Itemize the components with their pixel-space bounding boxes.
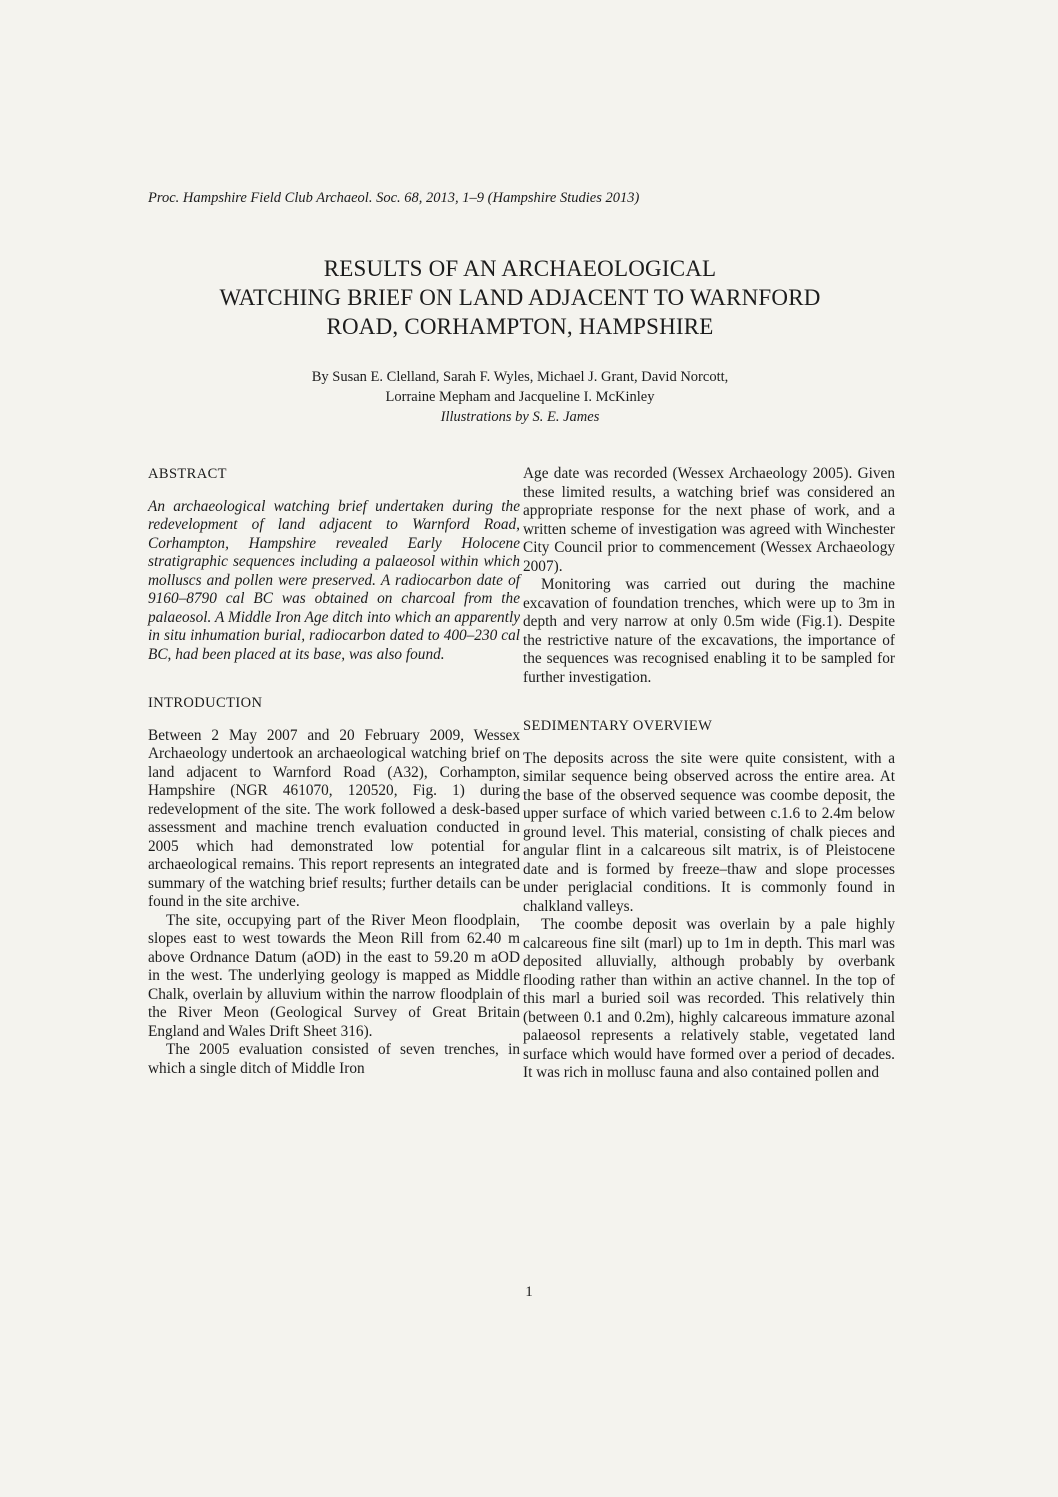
author-block [140,367,900,427]
body-paragraph: Age date was recorded (Wessex Archaeology 2005). Given these limited results, a watching brief was considered an appropriate response for the next phase of work, and a written scheme of investigation was agreed with Winchester City Council prior to commencement (Wessex Archaeology 2007). [523,465,895,575]
title-line: WATCHING BRIEF ON LAND ADJACENT TO WARNFORD [219,285,821,310]
body-paragraph: Between 2 May 2007 and 20 February 2009, Wessex Archaeology undertook an archaeological watching brief on land adjacent to Warnford Road (A32), Corhampton, Hampshire (NGR 461070, 120520, Fig. 1) during redevelopment of the site. The work followed a desk-based assessment and machine trench evaluation conducted in 2005 which had demonstrated low potential for archaeological remains. This report represents an integrated summary of the watching brief results; further details can be found in the site archive. [148,726,520,910]
title-line: ROAD, CORHAMPTON, HAMPSHIRE [326,314,714,339]
body-paragraph: Monitoring was carried out during the machine excavation of foundation trenches, which were up to 3m in depth and very narrow at only 0.5m wide (Fig.1). Despite the restrictive nature of the excavations, the importance of the sequences was recognised enabling it to be sampled for further investigation. [523,576,895,686]
body-paragraph: The coombe deposit was overlain by a pale highly calcareous fine silt (marl) up to 1m in depth. This marl was deposited alluvially, although probably by overbank flooding rather than within an active channel. In the top of this marl a buried soil was recorded. This relatively thin (between 0.1 and 0.2m), highly calcareous immature azonal palaeosol represents a relatively stable, vegetated land surface which would have formed over a period of decades. It was rich in mollusc fauna and also contained pollen and [523,916,895,1081]
body-paragraph: The deposits across the site were quite consistent, with a similar sequence being observed across the entire area. At the base of the observed sequence was coombe deposit, the upper surface of which varied between c.1.6 to 2.4m below ground level. This material, consisting of chalk pieces and angular flint in a calcareous silt matrix, is of Pleistocene date and is formed by freeze–thaw and slope processes under periglacial conditions. It is commonly found in chalkland valleys. [523,749,895,915]
introduction-heading: INTRODUCTION [148,695,263,711]
body-paragraph: The site, occupying part of the River Meon floodplain, slopes east to west towards the Meon Rill from 62.40 m above Ordnance Datum (aOD) in the east to 59.20 m aOD in the west. The underlying geology is mapped as Middle Chalk, overlain by alluvium within the narrow floodplain of the River Meon (Geological Survey of Great Britain England and Wales Drift Sheet 316). [148,911,520,1040]
abstract-text: An archaeological watching brief undertaken during the redevelopment of land adjacent to Warnford Road, Corhampton, Hampshire revealed Early Holocene stratigraphic sequences including a palaeosol within which molluscs and pollen were preserved. A radiocarbon date of 9160–8790 cal BC was obtained on charcoal from the palaeosol. A Middle Iron Age ditch into which an apparently in situ inhumation burial, radiocarbon dated to 400–230 cal BC, had been placed at its base, was also found. [148,497,520,663]
page-number: 1 [525,1284,533,1300]
article-title [140,254,900,341]
authors-line: Lorraine Mepham and Jacqueline I. McKinley [385,389,655,405]
authors-line: By Susan E. Clelland, Sarah F. Wyles, Michael J. Grant, David Norcott, [311,369,729,385]
body-paragraph: The 2005 evaluation consisted of seven trenches, in which a single ditch of Middle Iron [148,1041,520,1077]
title-line: RESULTS OF AN ARCHAEOLOGICAL [323,256,717,281]
right-column [523,465,895,1083]
sedimentary-heading: SEDIMENTARY OVERVIEW [523,718,713,734]
running-head: Proc. Hampshire Field Club Archaeol. Soc. 68, 2013, 1–9 (Hampshire Studies 2013) [148,190,640,206]
abstract-heading: ABSTRACT [148,466,227,482]
illustrations-credit: Illustrations by S. E. James [440,409,600,425]
left-column [148,465,520,1078]
